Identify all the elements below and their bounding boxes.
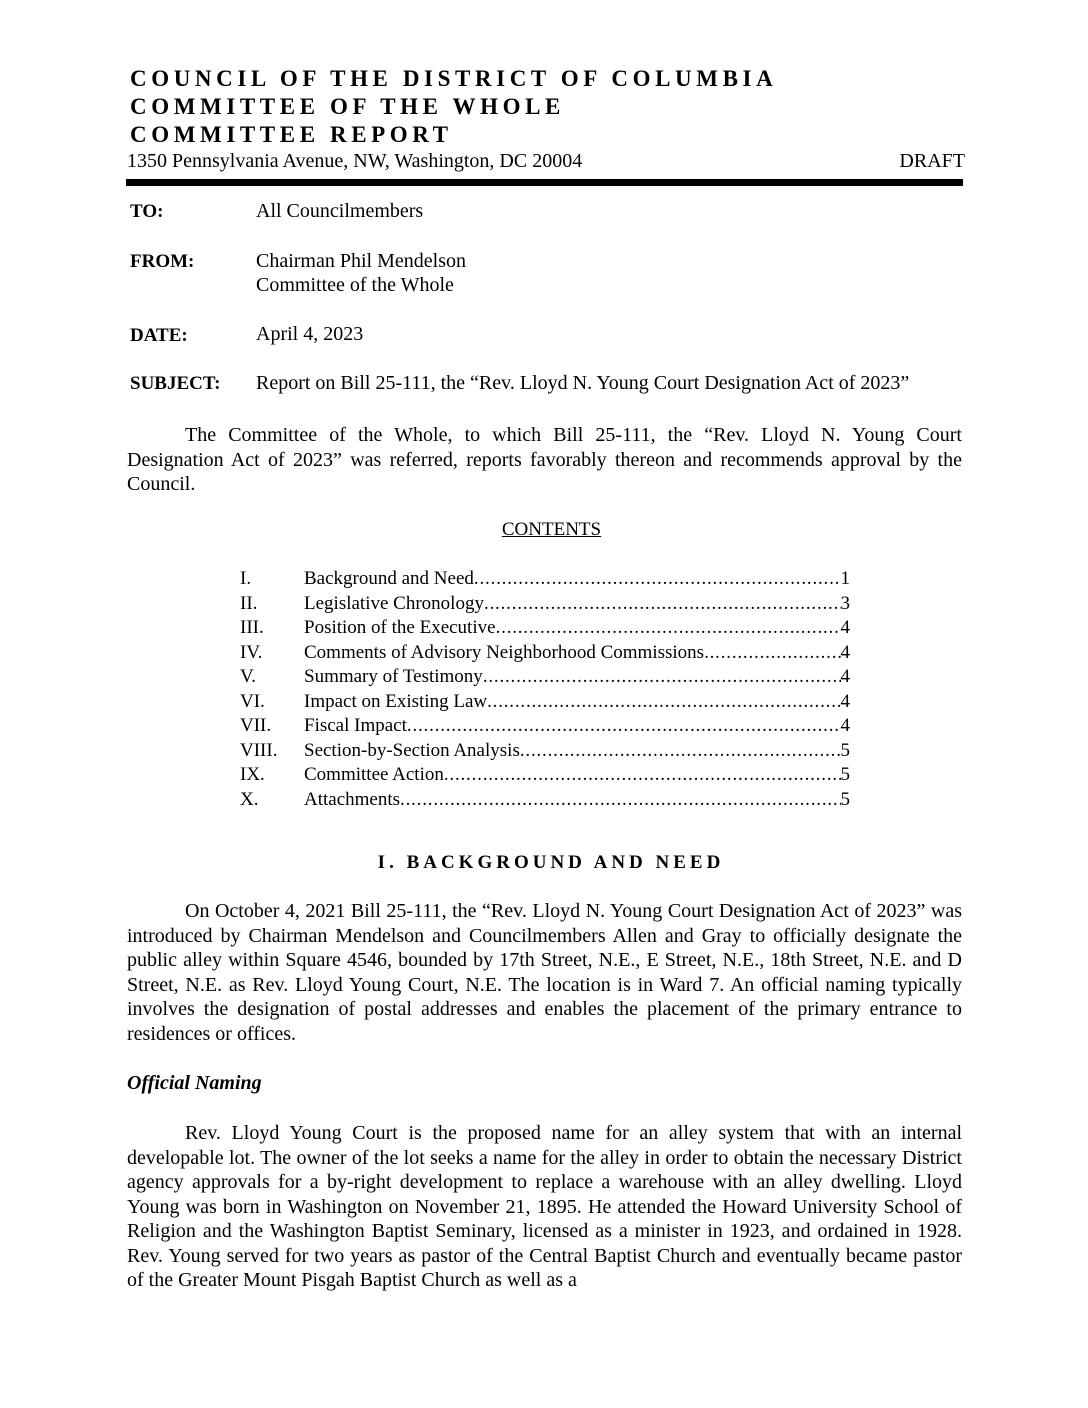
- toc-number: IX.: [240, 764, 265, 785]
- toc-leader: [484, 593, 841, 615]
- toc-leader: [487, 691, 840, 713]
- toc-number: VII.: [240, 715, 272, 736]
- toc-page: 4: [840, 715, 850, 736]
- toc-row: [240, 666, 850, 691]
- toc-page: 5: [840, 764, 850, 785]
- committee-name: COMMITTEE OF THE WHOLE: [130, 94, 565, 119]
- toc-page: 5: [840, 739, 850, 761]
- toc-leader: [520, 740, 841, 762]
- official-naming-paragraph: Rev. Lloyd Young Court is the proposed name for an alley system that with an internal developable lot. The owner of the lot seeks a name for the alley in order to obtain the necessary District agency approvals for a by-right development to replace a warehouse with an alley dwelling. Lloyd Young was born in Washington on November 21, 1895. He attended the Howard University School of Religion and the Washington Baptist Seminary, licensed as a minister in 1923, and ordained in 1928. Rev. Young served for two years as pastor of the Central Baptist Church and eventually became pastor of the Greater Mount Pisgah Baptist Church as well as a: [127, 1122, 962, 1291]
- subject-label: SUBJECT:: [130, 373, 221, 394]
- toc-page: 3: [840, 592, 850, 614]
- date-value: April 4, 2023: [256, 323, 364, 345]
- toc-number: X.: [240, 788, 259, 810]
- toc-row: [240, 642, 850, 667]
- toc-leader: [496, 617, 841, 639]
- date-label: DATE:: [130, 325, 188, 346]
- to-label: TO:: [130, 201, 164, 222]
- toc-row: [240, 691, 850, 716]
- toc-row: [240, 617, 850, 642]
- toc-title: Committee Action: [304, 764, 444, 785]
- toc-number: IV.: [240, 641, 263, 663]
- toc-leader: [444, 764, 841, 786]
- toc-title: Background and Need: [304, 568, 474, 589]
- toc-title: Comments of Advisory Neighborhood Commissions: [304, 641, 705, 663]
- toc-title: Summary of Testimony: [304, 666, 483, 687]
- background-paragraph: On October 4, 2021 Bill 25-111, the “Rev. Lloyd N. Young Court Designation Act of 2023” was introduced by Chairman Mendelson and Councilmembers Allen and Gray to officially designate the public alley within Square 4546, bounded by 17th Street, N.E., E Street, N.E., 18th Street, N.E. and D Street, N.E. as Rev. Lloyd Young Court, N.E. The location is in Ward 7. An official naming typically involves the designation of postal addresses and enables the placement of the primary entrance to residences or offices.: [127, 900, 962, 1045]
- header-rule: [126, 179, 963, 186]
- toc-row: [240, 740, 850, 765]
- toc-row: [240, 789, 850, 814]
- toc-title: Fiscal Impact: [304, 715, 407, 736]
- toc-number: II.: [240, 592, 258, 614]
- toc-title: Legislative Chronology: [304, 592, 484, 614]
- official-naming-subheading: Official Naming: [127, 1072, 262, 1094]
- draft-label: DRAFT: [899, 150, 965, 172]
- from-label: FROM:: [130, 251, 195, 272]
- toc-page: 4: [840, 690, 850, 712]
- toc-page: 4: [840, 617, 850, 638]
- toc-number: VIII.: [240, 739, 278, 761]
- council-name: COUNCIL OF THE DISTRICT OF COLUMBIA: [130, 66, 778, 91]
- toc-page: 1: [840, 568, 850, 589]
- toc-number: I.: [240, 568, 252, 589]
- toc-leader: [474, 568, 841, 590]
- toc-page: 4: [840, 666, 850, 687]
- toc-leader: [407, 715, 841, 737]
- toc-page: 4: [840, 641, 850, 663]
- toc-title: Position of the Executive: [304, 617, 496, 638]
- toc-number: III.: [240, 617, 264, 638]
- toc-title: Section-by-Section Analysis: [304, 739, 520, 761]
- section-heading: I. BACKGROUND AND NEED: [377, 852, 725, 873]
- toc-leader: [400, 789, 840, 811]
- toc-title: Attachments: [304, 788, 401, 810]
- from-value-committee: Committee of the Whole: [256, 274, 454, 296]
- intro-paragraph: The Committee of the Whole, to which Bill 25-111, the “Rev. Lloyd N. Young Court Designation Act of 2023” was referred, reports favorably thereon and recommends approval by the Council.: [127, 424, 962, 495]
- toc-number: VI.: [240, 690, 265, 712]
- from-value-name: Chairman Phil Mendelson: [256, 250, 466, 272]
- to-value: All Councilmembers: [256, 200, 424, 222]
- toc-leader: [704, 642, 840, 664]
- contents-title: CONTENTS: [501, 519, 602, 540]
- toc-leader: [483, 666, 841, 688]
- toc-row: [240, 764, 850, 789]
- table-of-contents: [240, 568, 850, 813]
- toc-row: [240, 715, 850, 740]
- council-address: 1350 Pennsylvania Avenue, NW, Washington, DC 20004: [127, 150, 583, 172]
- toc-page: 5: [840, 788, 850, 810]
- subject-value: Report on Bill 25-111, the “Rev. Lloyd N. Young Court Designation Act of 2023”: [256, 372, 910, 394]
- toc-row: [240, 568, 850, 593]
- toc-number: V.: [240, 666, 257, 687]
- report-type: COMMITTEE REPORT: [130, 122, 453, 147]
- toc-row: [240, 593, 850, 618]
- toc-title: Impact on Existing Law: [304, 690, 488, 712]
